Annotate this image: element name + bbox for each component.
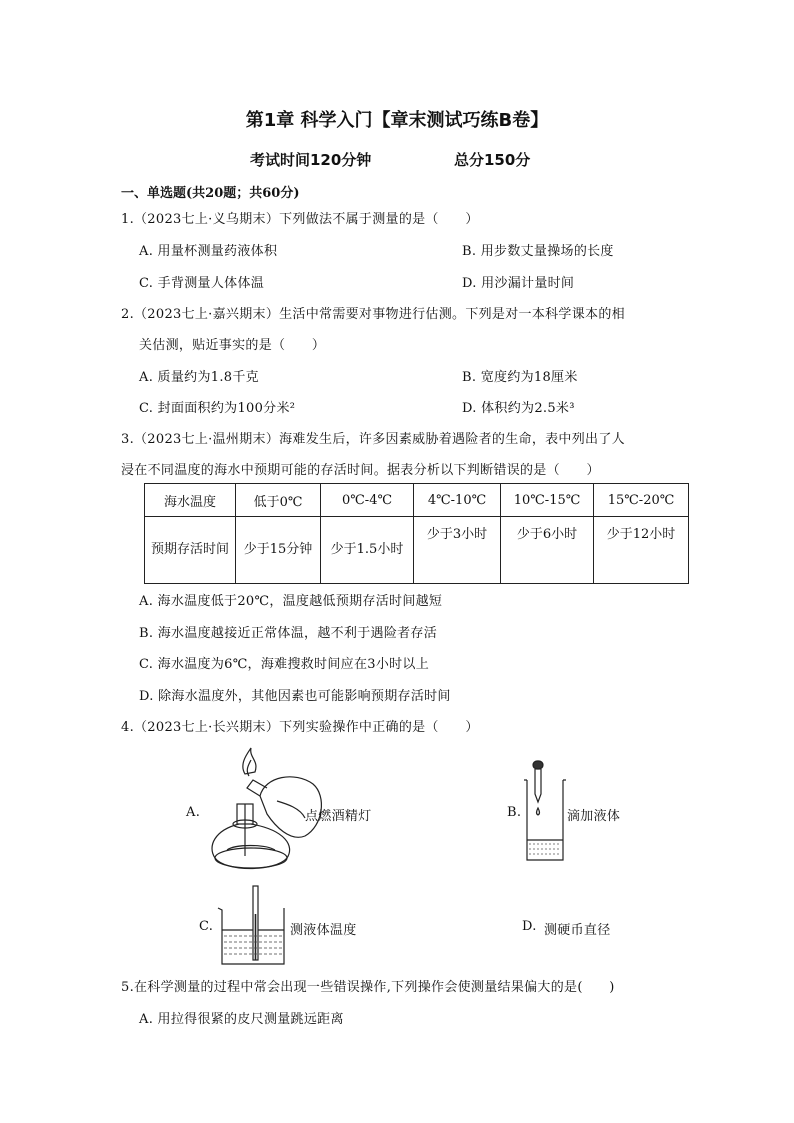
q1-option-c: C. 手背测量人体体温 <box>139 276 265 291</box>
q4-option-b-label: 滴加液体 <box>567 809 621 824</box>
exam-time: 考试时间120分钟 <box>250 151 372 169</box>
table-cell: 预期存活时间 <box>145 517 236 584</box>
page-title: 第1章 科学入门【章末测试巧练B卷】 <box>245 110 549 131</box>
question-1-stem: 1.（2023七上·义乌期末）下列做法不属于测量的是（ ） <box>121 212 479 227</box>
q4-option-a-letter: A. <box>186 805 201 820</box>
question-2-stem-line1: 2.（2023七上·嘉兴期末）生活中常需要对事物进行估测。下列是对一本科学课本的相 <box>121 307 625 322</box>
question-5-stem: 5.在科学测量的过程中常会出现一些错误操作,下列操作会使测量结果偏大的是( ) <box>121 980 615 995</box>
dropper-cylinder-figure <box>524 758 566 864</box>
table-header-cell: 0℃-4℃ <box>321 484 414 517</box>
table-cell: 少于12小时 <box>594 517 689 584</box>
question-2-stem-line2: 关估测，贴近事实的是（ ） <box>139 338 326 353</box>
table-cell: 少于6小时 <box>501 517 594 584</box>
q3-option-b: B. 海水温度越接近正常体温，越不利于遇险者存活 <box>139 626 438 641</box>
table-row <box>145 517 689 584</box>
table-header-row <box>145 484 689 517</box>
survival-time-table <box>144 483 689 584</box>
table-header-cell: 4℃-10℃ <box>414 484 501 517</box>
table-header-cell: 10℃-15℃ <box>501 484 594 517</box>
table-header-cell: 海水温度 <box>145 484 236 517</box>
thermometer-beaker-figure <box>216 884 288 968</box>
q2-option-b: B. 宽度约为18厘米 <box>462 370 578 385</box>
q2-option-a: A. 质量约为1.8千克 <box>139 370 259 385</box>
table-header-cell: 低于0℃ <box>236 484 321 517</box>
q4-option-c-label: 测液体温度 <box>290 923 357 938</box>
q1-option-a: A. 用量杯测量药液体积 <box>139 244 278 259</box>
q3-option-d: D. 除海水温度外，其他因素也可能影响预期存活时间 <box>139 689 451 704</box>
q5-option-a: A. 用拉得很紧的皮尺测量跳远距离 <box>139 1012 344 1027</box>
q4-option-a-label: 点燃酒精灯 <box>305 809 372 824</box>
q4-option-d-letter: D. <box>522 919 537 934</box>
q3-option-c: C. 海水温度为6℃，海难搜救时间应在3小时以上 <box>139 657 430 672</box>
q2-option-d: D. 体积约为2.5米³ <box>462 401 575 416</box>
section-heading: 一、单选题(共20题；共60分) <box>121 186 300 201</box>
q4-option-b-letter: B. <box>507 805 522 820</box>
q4-option-d-label: 测硬币直径 <box>544 923 611 938</box>
q1-option-d: D. 用沙漏计量时间 <box>462 276 575 291</box>
total-score: 总分150分 <box>454 151 531 169</box>
q2-option-c: C. 封面面积约为100分米² <box>139 401 296 416</box>
table-header-cell: 15℃-20℃ <box>594 484 689 517</box>
q3-option-a: A. 海水温度低于20℃，温度越低预期存活时间越短 <box>139 594 443 609</box>
table-cell: 少于15分钟 <box>236 517 321 584</box>
q1-option-b: B. 用步数丈量操场的长度 <box>462 244 614 259</box>
q4-option-c-letter: C. <box>199 919 214 934</box>
table-cell: 少于3小时 <box>414 517 501 584</box>
question-3-stem-line1: 3.（2023七上·温州期末）海难发生后，许多因素威胁着遇险者的生命，表中列出了人 <box>121 432 625 447</box>
question-3-stem-line2: 浸在不同温度的海水中预期可能的存活时间。据表分析以下判断错误的是（ ） <box>121 463 600 478</box>
table-cell: 少于1.5小时 <box>321 517 414 584</box>
question-4-stem: 4.（2023七上·长兴期末）下列实验操作中正确的是（ ） <box>121 720 479 735</box>
